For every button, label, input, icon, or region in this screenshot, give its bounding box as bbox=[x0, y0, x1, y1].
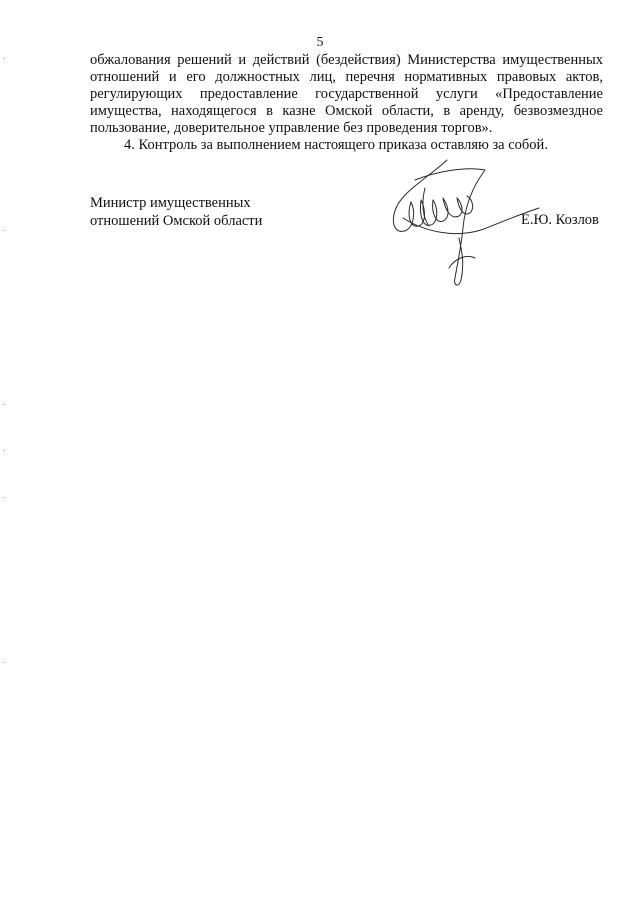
signer-position-line-2: отношений Омской области bbox=[90, 212, 263, 229]
signer-name: Е.Ю. Козлов bbox=[521, 212, 599, 228]
document-body bbox=[90, 52, 603, 154]
signer-position bbox=[90, 195, 262, 230]
scan-margin-marks bbox=[0, 0, 14, 905]
paragraph-item-4: 4. Контроль за выполнением настоящего приказа оставляю за собой. bbox=[124, 137, 548, 153]
paragraph-continuation: обжалования решений и действий (бездействия) Министерства имущественных отношений и его должностных лиц, перечня нормативных правовых актов, регулирующих предоставление государственной услуги «Предоставление имущества, находящегося в казне Омской области, в аренду, безвозмездное пользование, доверительное управление без проведения торгов». bbox=[90, 52, 603, 136]
handwritten-signature bbox=[385, 158, 540, 293]
signer-position-line-1: Министр имущественных bbox=[90, 195, 251, 211]
page-number: 5 bbox=[316, 35, 324, 50]
